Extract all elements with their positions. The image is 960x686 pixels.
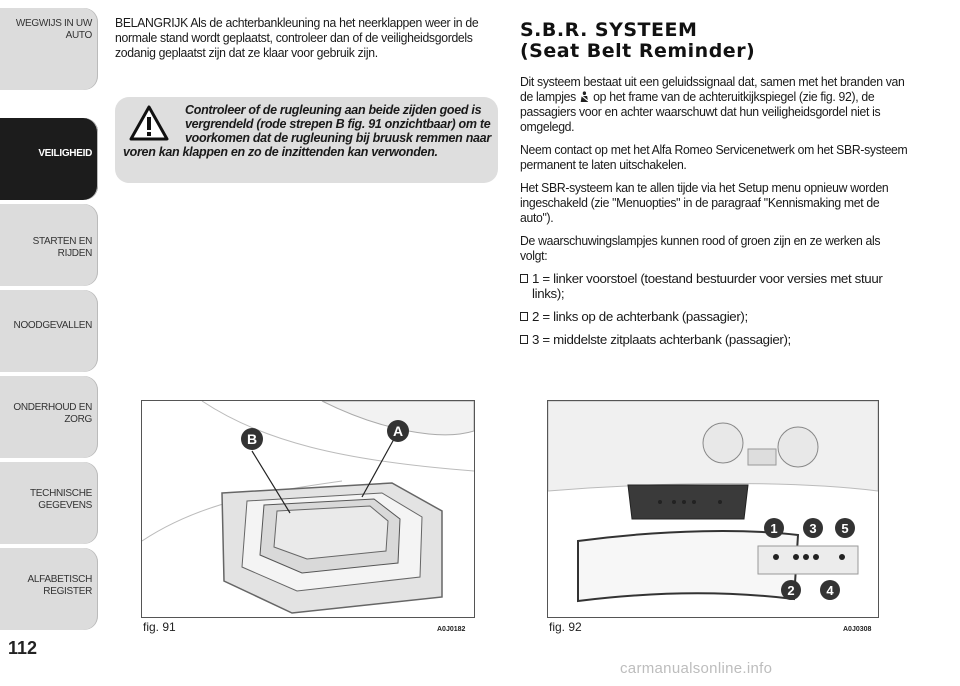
- list-item: [520, 271, 910, 301]
- warning-line: vergrendeld (rode strepen B fig. 91 onzichtbaar) om te: [185, 117, 491, 131]
- checkbox-bullet-icon: [520, 335, 528, 344]
- tab-label: ONDERHOUD EN: [13, 402, 92, 413]
- warning-line: voren kan klappen en zo de inzittenden kan verwonden.: [123, 145, 438, 159]
- tab-label: GEGEVENS: [38, 500, 92, 511]
- watermark: carmanualsonline.info: [620, 660, 773, 677]
- chapter-tabs: [0, 0, 100, 640]
- callout-2: 2: [787, 583, 795, 598]
- figure-92: [547, 400, 879, 618]
- tab-label: TECHNISCHE: [29, 488, 92, 499]
- callout-b: B: [246, 431, 258, 447]
- list-item-text: 1 = linker voorstoel (toestand bestuurder voor versies met stuur links);: [532, 271, 883, 301]
- list-item: [520, 309, 910, 324]
- checkbox-bullet-icon: [520, 274, 528, 283]
- figure-91-caption: fig. 91: [143, 620, 176, 634]
- paragraph-text: Dit systeem bestaat uit een geluidssignaal dat, samen met het branden van de lampjes: [520, 74, 905, 104]
- tab-starten[interactable]: [0, 204, 98, 286]
- list-item: [520, 332, 910, 347]
- callout-5: 5: [841, 521, 849, 536]
- tab-veiligheid[interactable]: [0, 118, 98, 200]
- tab-label: VEILIGHEID: [38, 148, 92, 159]
- callout-4: 4: [826, 583, 834, 598]
- mirror-panel-illustration: [548, 401, 878, 617]
- paragraph-3: Het SBR-systeem kan te allen tijde via het Setup menu opnieuw worden ingeschakeld (zie "Menuopties" in de paragraaf "Kennismaking met de auto").: [520, 180, 889, 225]
- seat-lock-illustration: [142, 401, 474, 617]
- tab-noodgevallen[interactable]: [0, 290, 98, 372]
- section-title: S.B.R. SYSTEEM: [520, 19, 698, 41]
- page-number: 112: [8, 638, 38, 658]
- tab-alfabetisch[interactable]: [0, 548, 98, 630]
- figure-92-caption: fig. 92: [549, 620, 582, 634]
- callout-3: 3: [809, 521, 817, 536]
- tab-label: ZORG: [64, 414, 92, 425]
- tab-label: AUTO: [65, 30, 92, 41]
- figure-91: [141, 400, 475, 618]
- right-column: [520, 20, 910, 355]
- warning-text: [123, 103, 495, 159]
- checkbox-bullet-icon: [520, 312, 528, 321]
- paragraph-text: op het frame van de achteruitkijkspiegel (zie fig. 92), de passagiers voor en achter waarschuwt dat hun veiligheidsgordel niet is omgelegd.: [520, 89, 881, 134]
- paragraph-4: De waarschuwingslampjes kunnen rood of groen zijn en ze werken als volgt:: [520, 233, 881, 263]
- tab-label: STARTEN EN RIJDEN: [32, 236, 92, 259]
- figure-92-code: A0J0308: [843, 626, 872, 633]
- warning-line: Controleer of de rugleuning aan beide zijden goed is: [185, 103, 482, 117]
- warning-line: voorkomen dat de rugleuning bij bruusk remmen naar: [185, 131, 491, 145]
- callout-1: 1: [770, 521, 778, 536]
- section-subtitle: (Seat Belt Reminder): [520, 40, 756, 62]
- important-note: BELANGRIJK Als de achterbankleuning na het neerklappen weer in de normale stand wordt geplaatst, controleer dan of de veiligheidsgordels zodanig geplaatst zijn dat ze klaar voor gebruik zijn.: [115, 15, 479, 60]
- callout-a: A: [392, 423, 404, 439]
- warning-box: [115, 97, 498, 183]
- list-item-text: 2 = links op de achterbank (passagier);: [532, 309, 748, 324]
- tab-wegwijs[interactable]: [0, 8, 98, 90]
- tab-label: REGISTER: [43, 586, 92, 597]
- paragraph-2: Neem contact op met het Alfa Romeo Servicenetwerk om het SBR-systeem permanent te laten uitschakelen.: [520, 142, 908, 172]
- tab-onderhoud[interactable]: [0, 376, 98, 458]
- list-item-text: 3 = middelste zitplaats achterbank (passagier);: [532, 332, 791, 347]
- tab-label: NOODGEVALLEN: [13, 320, 92, 331]
- left-column: [115, 15, 500, 68]
- tab-technische[interactable]: [0, 462, 98, 544]
- seatbelt-icon: [579, 91, 590, 103]
- tab-label: WEGWIJS IN UW: [15, 18, 92, 29]
- paragraph-1: [520, 74, 907, 134]
- tab-label: ALFABETISCH: [27, 574, 92, 585]
- figure-91-code: A0J0182: [437, 626, 466, 633]
